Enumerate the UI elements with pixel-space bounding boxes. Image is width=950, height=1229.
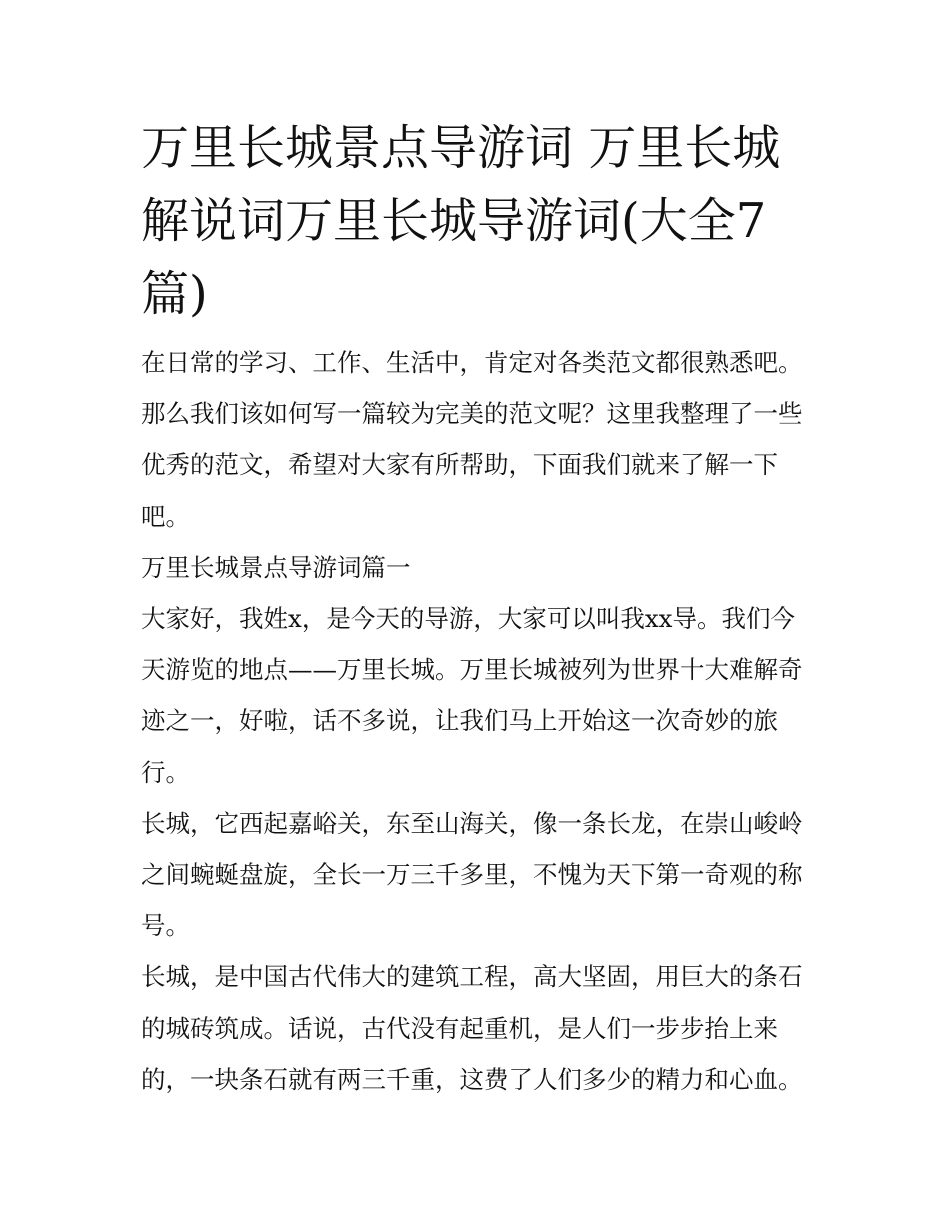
body-paragraph: 长城，它西起嘉峪关，东至山海关，像一条长龙，在崇山峻岭之间蜿蜒盘旋，全长一万三千多里，不愧为天下第一奇观的称号。 [141,808,803,941]
document-title: 万里长城景点导游词 万里长城解说词万里长城导游词(大全7篇) [141,120,781,322]
document-body [141,112,813,1105]
body-paragraph: 长城，是中国古代伟大的建筑工程，高大坚固，用巨大的条石的城砖筑成。话说，古代没有起重机，是人们一步步抬上来的，一块条石就有两三千重，这费了人们多少的精力和心血。 [141,962,803,1094]
body-paragraph: 大家好，我姓x，是今天的导游，大家可以叫我xx导。我们今天游览的地点——万里长城。万里长城被列为世界十大难解奇迹之一，好啦，话不多说，让我们马上开始这一次奇妙的旅行。 [141,604,803,787]
intro-paragraph: 在日常的学习、工作、生活中，肯定对各类范文都很熟悉吧。那么我们该如何写一篇较为完美的范文呢？这里我整理了一些优秀的范文，希望对大家有所帮助，下面我们就来了解一下吧。 [141,348,803,531]
section-heading: 万里长城景点导游词篇一 [141,552,411,582]
